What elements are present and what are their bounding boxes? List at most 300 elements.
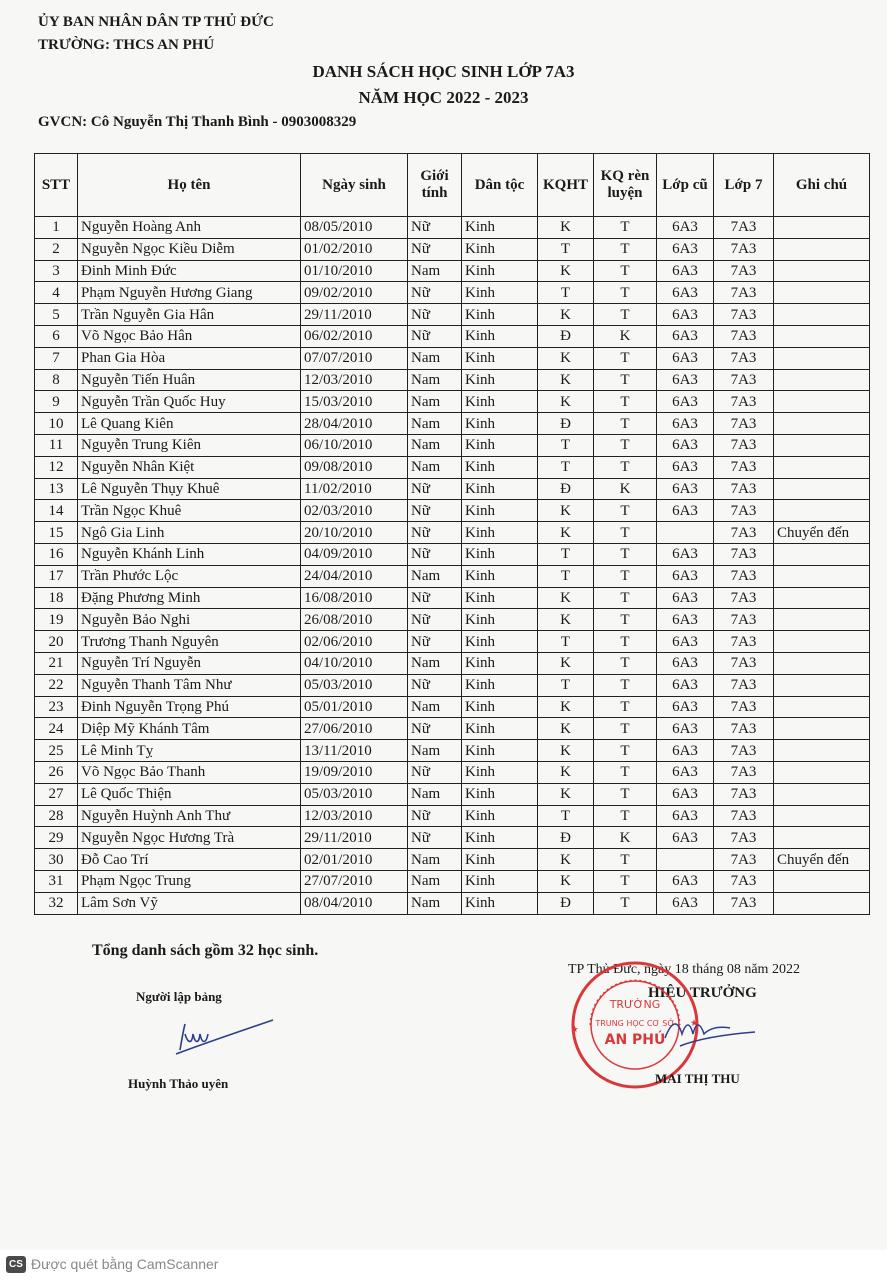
table-cell: 6A3 bbox=[657, 783, 714, 805]
table-cell: T bbox=[594, 609, 657, 631]
table-cell: 1 bbox=[35, 217, 78, 239]
table-cell: Kinh bbox=[462, 718, 538, 740]
table-row bbox=[35, 304, 870, 326]
table-cell: Nguyễn Trần Quốc Huy bbox=[78, 391, 301, 413]
table-cell: Chuyển đến bbox=[774, 522, 870, 544]
table-cell: 27/07/2010 bbox=[301, 870, 408, 892]
table-cell: 7A3 bbox=[714, 304, 774, 326]
table-cell: 13 bbox=[35, 478, 78, 500]
table-cell: T bbox=[594, 456, 657, 478]
table-cell: K bbox=[538, 609, 594, 631]
svg-text:★: ★ bbox=[687, 1017, 700, 1029]
table-cell: Phạm Nguyễn Hương Giang bbox=[78, 282, 301, 304]
principal-signature bbox=[660, 1008, 760, 1053]
table-cell bbox=[774, 565, 870, 587]
table-cell: Nam bbox=[408, 892, 462, 914]
principal-name: MAI THỊ THU bbox=[655, 1071, 740, 1086]
table-cell: K bbox=[538, 217, 594, 239]
table-cell: 6A3 bbox=[657, 391, 714, 413]
table-cell: Kinh bbox=[462, 413, 538, 435]
table-cell bbox=[774, 217, 870, 239]
table-cell: 6A3 bbox=[657, 543, 714, 565]
table-row bbox=[35, 456, 870, 478]
table-cell: Võ Ngọc Bảo Thanh bbox=[78, 761, 301, 783]
table-cell: Đ bbox=[538, 892, 594, 914]
table-row bbox=[35, 260, 870, 282]
table-row bbox=[35, 217, 870, 239]
table-cell bbox=[774, 674, 870, 696]
table-cell: 15 bbox=[35, 522, 78, 544]
table-cell: Kinh bbox=[462, 543, 538, 565]
table-cell bbox=[657, 849, 714, 871]
table-cell: Kinh bbox=[462, 500, 538, 522]
school-header: TRƯỜNG: THCS AN PHÚ bbox=[38, 37, 215, 53]
table-cell: K bbox=[538, 347, 594, 369]
table-cell: Lê Quốc Thiện bbox=[78, 783, 301, 805]
table-cell: Phan Gia Hòa bbox=[78, 347, 301, 369]
table-cell: 7 bbox=[35, 347, 78, 369]
table-cell: Lê Nguyễn Thụy Khuê bbox=[78, 478, 301, 500]
table-cell bbox=[774, 325, 870, 347]
table-row bbox=[35, 369, 870, 391]
table-cell: Nam bbox=[408, 740, 462, 762]
table-cell: 21 bbox=[35, 652, 78, 674]
column-header: Lớp 7 bbox=[714, 154, 774, 217]
table-cell: 05/03/2010 bbox=[301, 674, 408, 696]
table-cell: Nguyễn Khánh Linh bbox=[78, 543, 301, 565]
table-cell: K bbox=[538, 500, 594, 522]
table-cell bbox=[774, 500, 870, 522]
table-cell: 05/03/2010 bbox=[301, 783, 408, 805]
document-title: DANH SÁCH HỌC SINH LỚP 7A3 bbox=[312, 62, 575, 81]
table-cell: Trương Thanh Nguyên bbox=[78, 631, 301, 653]
table-row bbox=[35, 434, 870, 456]
table-cell bbox=[774, 347, 870, 369]
table-cell: Đỗ Cao Trí bbox=[78, 849, 301, 871]
table-row bbox=[35, 805, 870, 827]
table-cell: Kinh bbox=[462, 565, 538, 587]
table-cell: 19/09/2010 bbox=[301, 761, 408, 783]
table-cell: 29/11/2010 bbox=[301, 304, 408, 326]
table-cell: 32 bbox=[35, 892, 78, 914]
table-cell: 7A3 bbox=[714, 674, 774, 696]
table-cell: 06/02/2010 bbox=[301, 325, 408, 347]
table-cell: 6A3 bbox=[657, 456, 714, 478]
table-cell: Kinh bbox=[462, 217, 538, 239]
table-cell: 7A3 bbox=[714, 543, 774, 565]
table-cell: 6A3 bbox=[657, 696, 714, 718]
table-cell: 11/02/2010 bbox=[301, 478, 408, 500]
table-cell: T bbox=[594, 413, 657, 435]
table-row bbox=[35, 413, 870, 435]
table-cell: 6A3 bbox=[657, 609, 714, 631]
table-cell: Nữ bbox=[408, 631, 462, 653]
table-row bbox=[35, 391, 870, 413]
seal-text: AN PHÚ bbox=[604, 1032, 666, 1048]
homeroom-teacher: GVCN: Cô Nguyễn Thị Thanh Bình - 0903008329 bbox=[38, 114, 357, 130]
table-cell: 7A3 bbox=[714, 500, 774, 522]
table-cell: Nam bbox=[408, 849, 462, 871]
table-cell: Nam bbox=[408, 413, 462, 435]
table-cell: 8 bbox=[35, 369, 78, 391]
table-cell: 6A3 bbox=[657, 565, 714, 587]
table-cell: T bbox=[538, 456, 594, 478]
table-row bbox=[35, 849, 870, 871]
table-cell: T bbox=[594, 587, 657, 609]
table-cell: K bbox=[538, 652, 594, 674]
camscanner-logo-icon: CS bbox=[6, 1256, 26, 1273]
table-cell: Kinh bbox=[462, 391, 538, 413]
table-cell bbox=[774, 631, 870, 653]
table-cell: 08/05/2010 bbox=[301, 217, 408, 239]
table-cell: Nữ bbox=[408, 609, 462, 631]
table-cell: Lê Minh Tỵ bbox=[78, 740, 301, 762]
column-header: Ngày sinh bbox=[301, 154, 408, 217]
table-cell: K bbox=[538, 260, 594, 282]
table-cell: 24/04/2010 bbox=[301, 565, 408, 587]
table-row bbox=[35, 587, 870, 609]
table-cell: Đ bbox=[538, 827, 594, 849]
table-cell: Kinh bbox=[462, 587, 538, 609]
table-cell: T bbox=[594, 696, 657, 718]
principal-title: HIỆU TRƯỞNG bbox=[648, 985, 757, 1001]
table-cell: Kinh bbox=[462, 238, 538, 260]
table-cell: 7A3 bbox=[714, 325, 774, 347]
table-cell: T bbox=[594, 892, 657, 914]
table-cell: Nam bbox=[408, 260, 462, 282]
table-cell: 6A3 bbox=[657, 325, 714, 347]
column-header: KQHT bbox=[538, 154, 594, 217]
table-cell: 6A3 bbox=[657, 652, 714, 674]
table-cell: T bbox=[594, 217, 657, 239]
table-cell: T bbox=[594, 260, 657, 282]
table-cell: Kinh bbox=[462, 696, 538, 718]
table-cell: 08/04/2010 bbox=[301, 892, 408, 914]
table-cell: Đinh Nguyễn Trọng Phú bbox=[78, 696, 301, 718]
table-cell: T bbox=[594, 652, 657, 674]
table-cell bbox=[774, 282, 870, 304]
table-cell: Nguyễn Trí Nguyễn bbox=[78, 652, 301, 674]
table-cell bbox=[774, 587, 870, 609]
table-cell: 17 bbox=[35, 565, 78, 587]
table-cell: 7A3 bbox=[714, 892, 774, 914]
table-cell: 04/10/2010 bbox=[301, 652, 408, 674]
table-cell: 29 bbox=[35, 827, 78, 849]
table-cell: T bbox=[594, 434, 657, 456]
table-cell: 16/08/2010 bbox=[301, 587, 408, 609]
table-cell: 7A3 bbox=[714, 391, 774, 413]
table-cell: K bbox=[538, 783, 594, 805]
table-row bbox=[35, 718, 870, 740]
table-cell: Kinh bbox=[462, 260, 538, 282]
table-cell: K bbox=[538, 696, 594, 718]
column-header: STT bbox=[35, 154, 78, 217]
table-cell: T bbox=[538, 543, 594, 565]
table-cell: 07/07/2010 bbox=[301, 347, 408, 369]
table-cell: T bbox=[594, 870, 657, 892]
table-cell: T bbox=[538, 674, 594, 696]
table-cell: 7A3 bbox=[714, 609, 774, 631]
table-row bbox=[35, 522, 870, 544]
table-cell: 12/03/2010 bbox=[301, 369, 408, 391]
table-cell: T bbox=[538, 631, 594, 653]
table-cell: 7A3 bbox=[714, 870, 774, 892]
table-row bbox=[35, 609, 870, 631]
table-cell: T bbox=[594, 391, 657, 413]
table-cell: K bbox=[594, 325, 657, 347]
table-cell: Nguyễn Bảo Nghi bbox=[78, 609, 301, 631]
table-cell: Kinh bbox=[462, 805, 538, 827]
preparer-name: Huỳnh Thảo uyên bbox=[128, 1076, 229, 1091]
table-cell: 20/10/2010 bbox=[301, 522, 408, 544]
table-cell: T bbox=[594, 347, 657, 369]
table-cell: 09/08/2010 bbox=[301, 456, 408, 478]
table-cell: T bbox=[594, 543, 657, 565]
table-cell: Kinh bbox=[462, 849, 538, 871]
table-cell: 7A3 bbox=[714, 347, 774, 369]
table-cell: T bbox=[594, 805, 657, 827]
seal-text: TRƯỜNG bbox=[609, 998, 661, 1011]
table-row bbox=[35, 827, 870, 849]
school-year: NĂM HỌC 2022 - 2023 bbox=[358, 88, 529, 107]
table-cell: Nguyễn Ngọc Kiều Diễm bbox=[78, 238, 301, 260]
table-cell: Kinh bbox=[462, 674, 538, 696]
table-cell bbox=[774, 652, 870, 674]
table-cell: T bbox=[594, 238, 657, 260]
column-header: KQ rèn luyện bbox=[594, 154, 657, 217]
table-cell: Nam bbox=[408, 434, 462, 456]
table-cell: T bbox=[594, 304, 657, 326]
column-header: Họ tên bbox=[78, 154, 301, 217]
table-cell: 7A3 bbox=[714, 805, 774, 827]
table-cell: Chuyển đến bbox=[774, 849, 870, 871]
table-cell: 20 bbox=[35, 631, 78, 653]
table-cell bbox=[774, 260, 870, 282]
table-cell: Nam bbox=[408, 347, 462, 369]
table-cell: 3 bbox=[35, 260, 78, 282]
table-cell: Nữ bbox=[408, 325, 462, 347]
table-cell: Nữ bbox=[408, 827, 462, 849]
table-cell: Trần Ngọc Khuê bbox=[78, 500, 301, 522]
table-cell: K bbox=[538, 849, 594, 871]
table-cell: Nữ bbox=[408, 217, 462, 239]
table-cell: T bbox=[538, 805, 594, 827]
table-cell: 9 bbox=[35, 391, 78, 413]
table-cell bbox=[774, 391, 870, 413]
table-cell: 7A3 bbox=[714, 652, 774, 674]
table-cell bbox=[774, 304, 870, 326]
scanner-footer bbox=[0, 1250, 887, 1280]
table-row bbox=[35, 652, 870, 674]
table-cell bbox=[774, 761, 870, 783]
table-cell: Nguyễn Thanh Tâm Như bbox=[78, 674, 301, 696]
table-row bbox=[35, 478, 870, 500]
seal-text: TRUNG HỌC CƠ SỞ bbox=[595, 1019, 675, 1028]
table-cell bbox=[774, 783, 870, 805]
table-row bbox=[35, 761, 870, 783]
table-cell: 6A3 bbox=[657, 870, 714, 892]
table-row bbox=[35, 696, 870, 718]
table-cell: 7A3 bbox=[714, 849, 774, 871]
table-cell: 7A3 bbox=[714, 478, 774, 500]
table-cell: 7A3 bbox=[714, 587, 774, 609]
table-cell: T bbox=[594, 674, 657, 696]
table-cell: Kinh bbox=[462, 456, 538, 478]
table-cell: 6A3 bbox=[657, 805, 714, 827]
table-cell: 10 bbox=[35, 413, 78, 435]
table-cell: 26 bbox=[35, 761, 78, 783]
table-cell: Nam bbox=[408, 369, 462, 391]
table-cell bbox=[774, 870, 870, 892]
table-cell: 6A3 bbox=[657, 217, 714, 239]
table-cell: 12/03/2010 bbox=[301, 805, 408, 827]
table-cell bbox=[774, 456, 870, 478]
table-cell: Đặng Phương Minh bbox=[78, 587, 301, 609]
table-cell: 7A3 bbox=[714, 783, 774, 805]
table-row bbox=[35, 347, 870, 369]
table-cell: T bbox=[594, 761, 657, 783]
table-cell: Nữ bbox=[408, 478, 462, 500]
column-header: Dân tộc bbox=[462, 154, 538, 217]
table-cell: 6A3 bbox=[657, 718, 714, 740]
table-cell: 7A3 bbox=[714, 369, 774, 391]
table-cell: Nguyễn Hoàng Anh bbox=[78, 217, 301, 239]
table-cell: 6A3 bbox=[657, 413, 714, 435]
table-cell: Nữ bbox=[408, 805, 462, 827]
table-cell: Nam bbox=[408, 456, 462, 478]
table-cell: 7A3 bbox=[714, 260, 774, 282]
table-cell: 01/02/2010 bbox=[301, 238, 408, 260]
table-row bbox=[35, 674, 870, 696]
table-row bbox=[35, 543, 870, 565]
table-cell: Diệp Mỹ Khánh Tâm bbox=[78, 718, 301, 740]
table-cell: 7A3 bbox=[714, 827, 774, 849]
table-cell: T bbox=[594, 565, 657, 587]
table-cell bbox=[774, 718, 870, 740]
table-cell bbox=[774, 413, 870, 435]
table-cell: 29/11/2010 bbox=[301, 827, 408, 849]
table-cell: K bbox=[594, 827, 657, 849]
table-cell: 25 bbox=[35, 740, 78, 762]
table-cell: Nguyễn Nhân Kiệt bbox=[78, 456, 301, 478]
table-cell: Đ bbox=[538, 413, 594, 435]
table-cell: K bbox=[538, 369, 594, 391]
table-cell: 7A3 bbox=[714, 565, 774, 587]
table-row bbox=[35, 500, 870, 522]
table-row bbox=[35, 238, 870, 260]
table-cell: 19 bbox=[35, 609, 78, 631]
table-cell: 23 bbox=[35, 696, 78, 718]
table-cell: T bbox=[594, 849, 657, 871]
table-row bbox=[35, 565, 870, 587]
table-cell bbox=[774, 827, 870, 849]
table-cell: 7A3 bbox=[714, 413, 774, 435]
table-cell: Kinh bbox=[462, 478, 538, 500]
table-cell: Kinh bbox=[462, 369, 538, 391]
table-cell: 7A3 bbox=[714, 282, 774, 304]
table-cell: 4 bbox=[35, 282, 78, 304]
table-cell: Nguyễn Huỳnh Anh Thư bbox=[78, 805, 301, 827]
table-cell bbox=[657, 522, 714, 544]
column-header: Giới tính bbox=[408, 154, 462, 217]
total-summary: Tổng danh sách gồm 32 học sinh. bbox=[92, 942, 319, 959]
table-cell: Kinh bbox=[462, 631, 538, 653]
table-cell: 6A3 bbox=[657, 674, 714, 696]
table-cell: 7A3 bbox=[714, 434, 774, 456]
table-cell: T bbox=[594, 783, 657, 805]
table-header-row bbox=[35, 154, 870, 217]
table-cell: Kinh bbox=[462, 870, 538, 892]
table-cell: 6A3 bbox=[657, 260, 714, 282]
table-cell: 01/10/2010 bbox=[301, 260, 408, 282]
table-cell: 30 bbox=[35, 849, 78, 871]
table-cell bbox=[774, 696, 870, 718]
table-cell: Nữ bbox=[408, 304, 462, 326]
table-cell: Kinh bbox=[462, 892, 538, 914]
table-cell bbox=[774, 434, 870, 456]
table-cell: Nam bbox=[408, 783, 462, 805]
preparer-signature bbox=[168, 1010, 278, 1060]
table-cell: T bbox=[594, 718, 657, 740]
table-cell: 6A3 bbox=[657, 304, 714, 326]
table-cell: Kinh bbox=[462, 783, 538, 805]
table-cell: 06/10/2010 bbox=[301, 434, 408, 456]
table-cell: Kinh bbox=[462, 652, 538, 674]
table-cell: Trần Nguyễn Gia Hân bbox=[78, 304, 301, 326]
table-row bbox=[35, 631, 870, 653]
table-cell: Kinh bbox=[462, 434, 538, 456]
table-cell: K bbox=[538, 304, 594, 326]
table-cell: Kinh bbox=[462, 282, 538, 304]
table-cell: Phạm Ngọc Trung bbox=[78, 870, 301, 892]
table-cell: 02/06/2010 bbox=[301, 631, 408, 653]
table-cell: 7A3 bbox=[714, 456, 774, 478]
table-cell: Nữ bbox=[408, 718, 462, 740]
table-cell bbox=[774, 478, 870, 500]
table-cell: 6A3 bbox=[657, 827, 714, 849]
table-cell: T bbox=[538, 565, 594, 587]
table-cell: 22 bbox=[35, 674, 78, 696]
table-row bbox=[35, 325, 870, 347]
table-cell: T bbox=[538, 238, 594, 260]
table-cell: K bbox=[538, 870, 594, 892]
table-cell: K bbox=[538, 587, 594, 609]
table-row bbox=[35, 740, 870, 762]
table-cell: Kinh bbox=[462, 347, 538, 369]
table-cell: Nữ bbox=[408, 238, 462, 260]
table-cell: 04/09/2010 bbox=[301, 543, 408, 565]
table-cell: 28/04/2010 bbox=[301, 413, 408, 435]
student-table bbox=[34, 153, 870, 915]
table-cell: Nữ bbox=[408, 543, 462, 565]
table-cell: 7A3 bbox=[714, 238, 774, 260]
svg-text:★: ★ bbox=[569, 1024, 582, 1036]
table-cell: 7A3 bbox=[714, 522, 774, 544]
table-cell: Nam bbox=[408, 565, 462, 587]
table-cell: 7A3 bbox=[714, 740, 774, 762]
table-cell: K bbox=[594, 478, 657, 500]
table-cell: 11 bbox=[35, 434, 78, 456]
table-cell: Nguyễn Tiến Huân bbox=[78, 369, 301, 391]
table-cell: 24 bbox=[35, 718, 78, 740]
table-cell: Kinh bbox=[462, 740, 538, 762]
table-cell: Kinh bbox=[462, 609, 538, 631]
table-cell: 6A3 bbox=[657, 282, 714, 304]
table-cell: Kinh bbox=[462, 304, 538, 326]
table-cell: 02/03/2010 bbox=[301, 500, 408, 522]
table-row bbox=[35, 783, 870, 805]
table-cell: 7A3 bbox=[714, 217, 774, 239]
